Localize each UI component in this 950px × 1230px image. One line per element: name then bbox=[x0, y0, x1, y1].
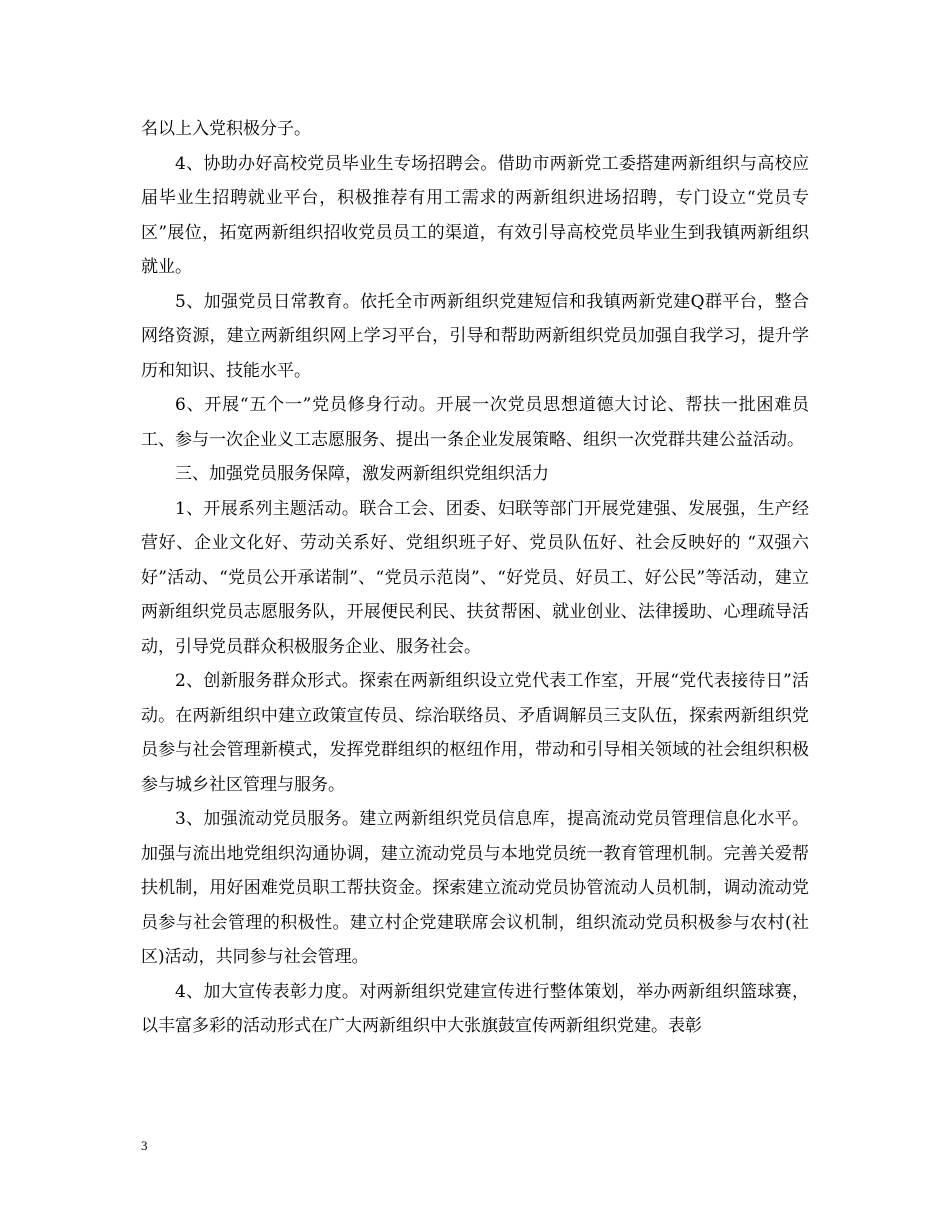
paragraph: 4、协助办好高校党员毕业生专场招聘会。借助市两新党工委搭建两新组织与高校应届毕业生招聘就业平台，积极推荐有用工需求的两新组织进场招聘，专门设立“党员专区”展位，拓宽两新组织招收党员员工的渠道，有效引导高校党员毕业生到我镇两新组织就业。 bbox=[141, 153, 809, 277]
section-heading: 三、加强党员服务保障，激发两新组织党组织活力 bbox=[175, 464, 549, 484]
paragraph: 2、创新服务群众形式。探索在两新组织设立党代表工作室，开展“党代表接待日”活动。在两新组织中建立政策宣传员、综治联络员、矛盾调解员三支队伍，探索两新组织党员参与社会管理新模式，发挥党群组织的枢纽作用，带动和引导相关领域的社会组织积极参与城乡社区管理与服务。 bbox=[141, 671, 809, 795]
document-body bbox=[141, 112, 809, 1044]
page-number: 3 bbox=[141, 1138, 148, 1153]
paragraph: 6、开展“五个一”党员修身行动。开展一次党员思想道德大讨论、帮扶一批困难员工、参与一次企业义工志愿服务、提出一条企业发展策略、组织一次党群共建公益活动。 bbox=[141, 395, 809, 450]
paragraph: 名以上入党积极分子。 bbox=[141, 119, 311, 139]
paragraph: 5、加强党员日常教育。依托全市两新组织党建短信和我镇两新党建Q群平台，整合网络资源，建立两新组织网上学习平台，引导和帮助两新组织党员加强自我学习，提升学历和知识、技能水平。 bbox=[141, 291, 809, 381]
paragraph: 3、加强流动党员服务。建立两新组织党员信息库，提高流动党员管理信息化水平。加强与流出地党组织沟通协调，建立流动党员与本地党员统一教育管理机制。完善关爱帮扶机制，用好困难党员职工帮扶资金。探索建立流动党员协管流动人员机制，调动流动党员参与社会管理的积极性。建立村企党建联席会议机制，组织流动党员积极参与农村(社区)活动，共同参与社会管理。 bbox=[141, 809, 809, 967]
paragraph: 4、加大宣传表彰力度。对两新组织党建宣传进行整体策划，举办两新组织篮球赛，以丰富多彩的活动形式在广大两新组织中大张旗鼓宣传两新组织党建。表彰 bbox=[141, 981, 809, 1036]
paragraph: 1、开展系列主题活动。联合工会、团委、妇联等部门开展党建强、发展强，生产经营好、企业文化好、劳动关系好、党组织班子好、党员队伍好、社会反映好的 “双强六好”活动、“党员公开承诺制”、“党员示范岗”、“好党员、好员工、好公民”等活动，建立两新组织党员志愿服务队，开展便民利民、扶贫帮困、就业创业、法律援助、心理疏导活动，引导党员群众积极服务企业、服务社会。 bbox=[141, 498, 809, 657]
